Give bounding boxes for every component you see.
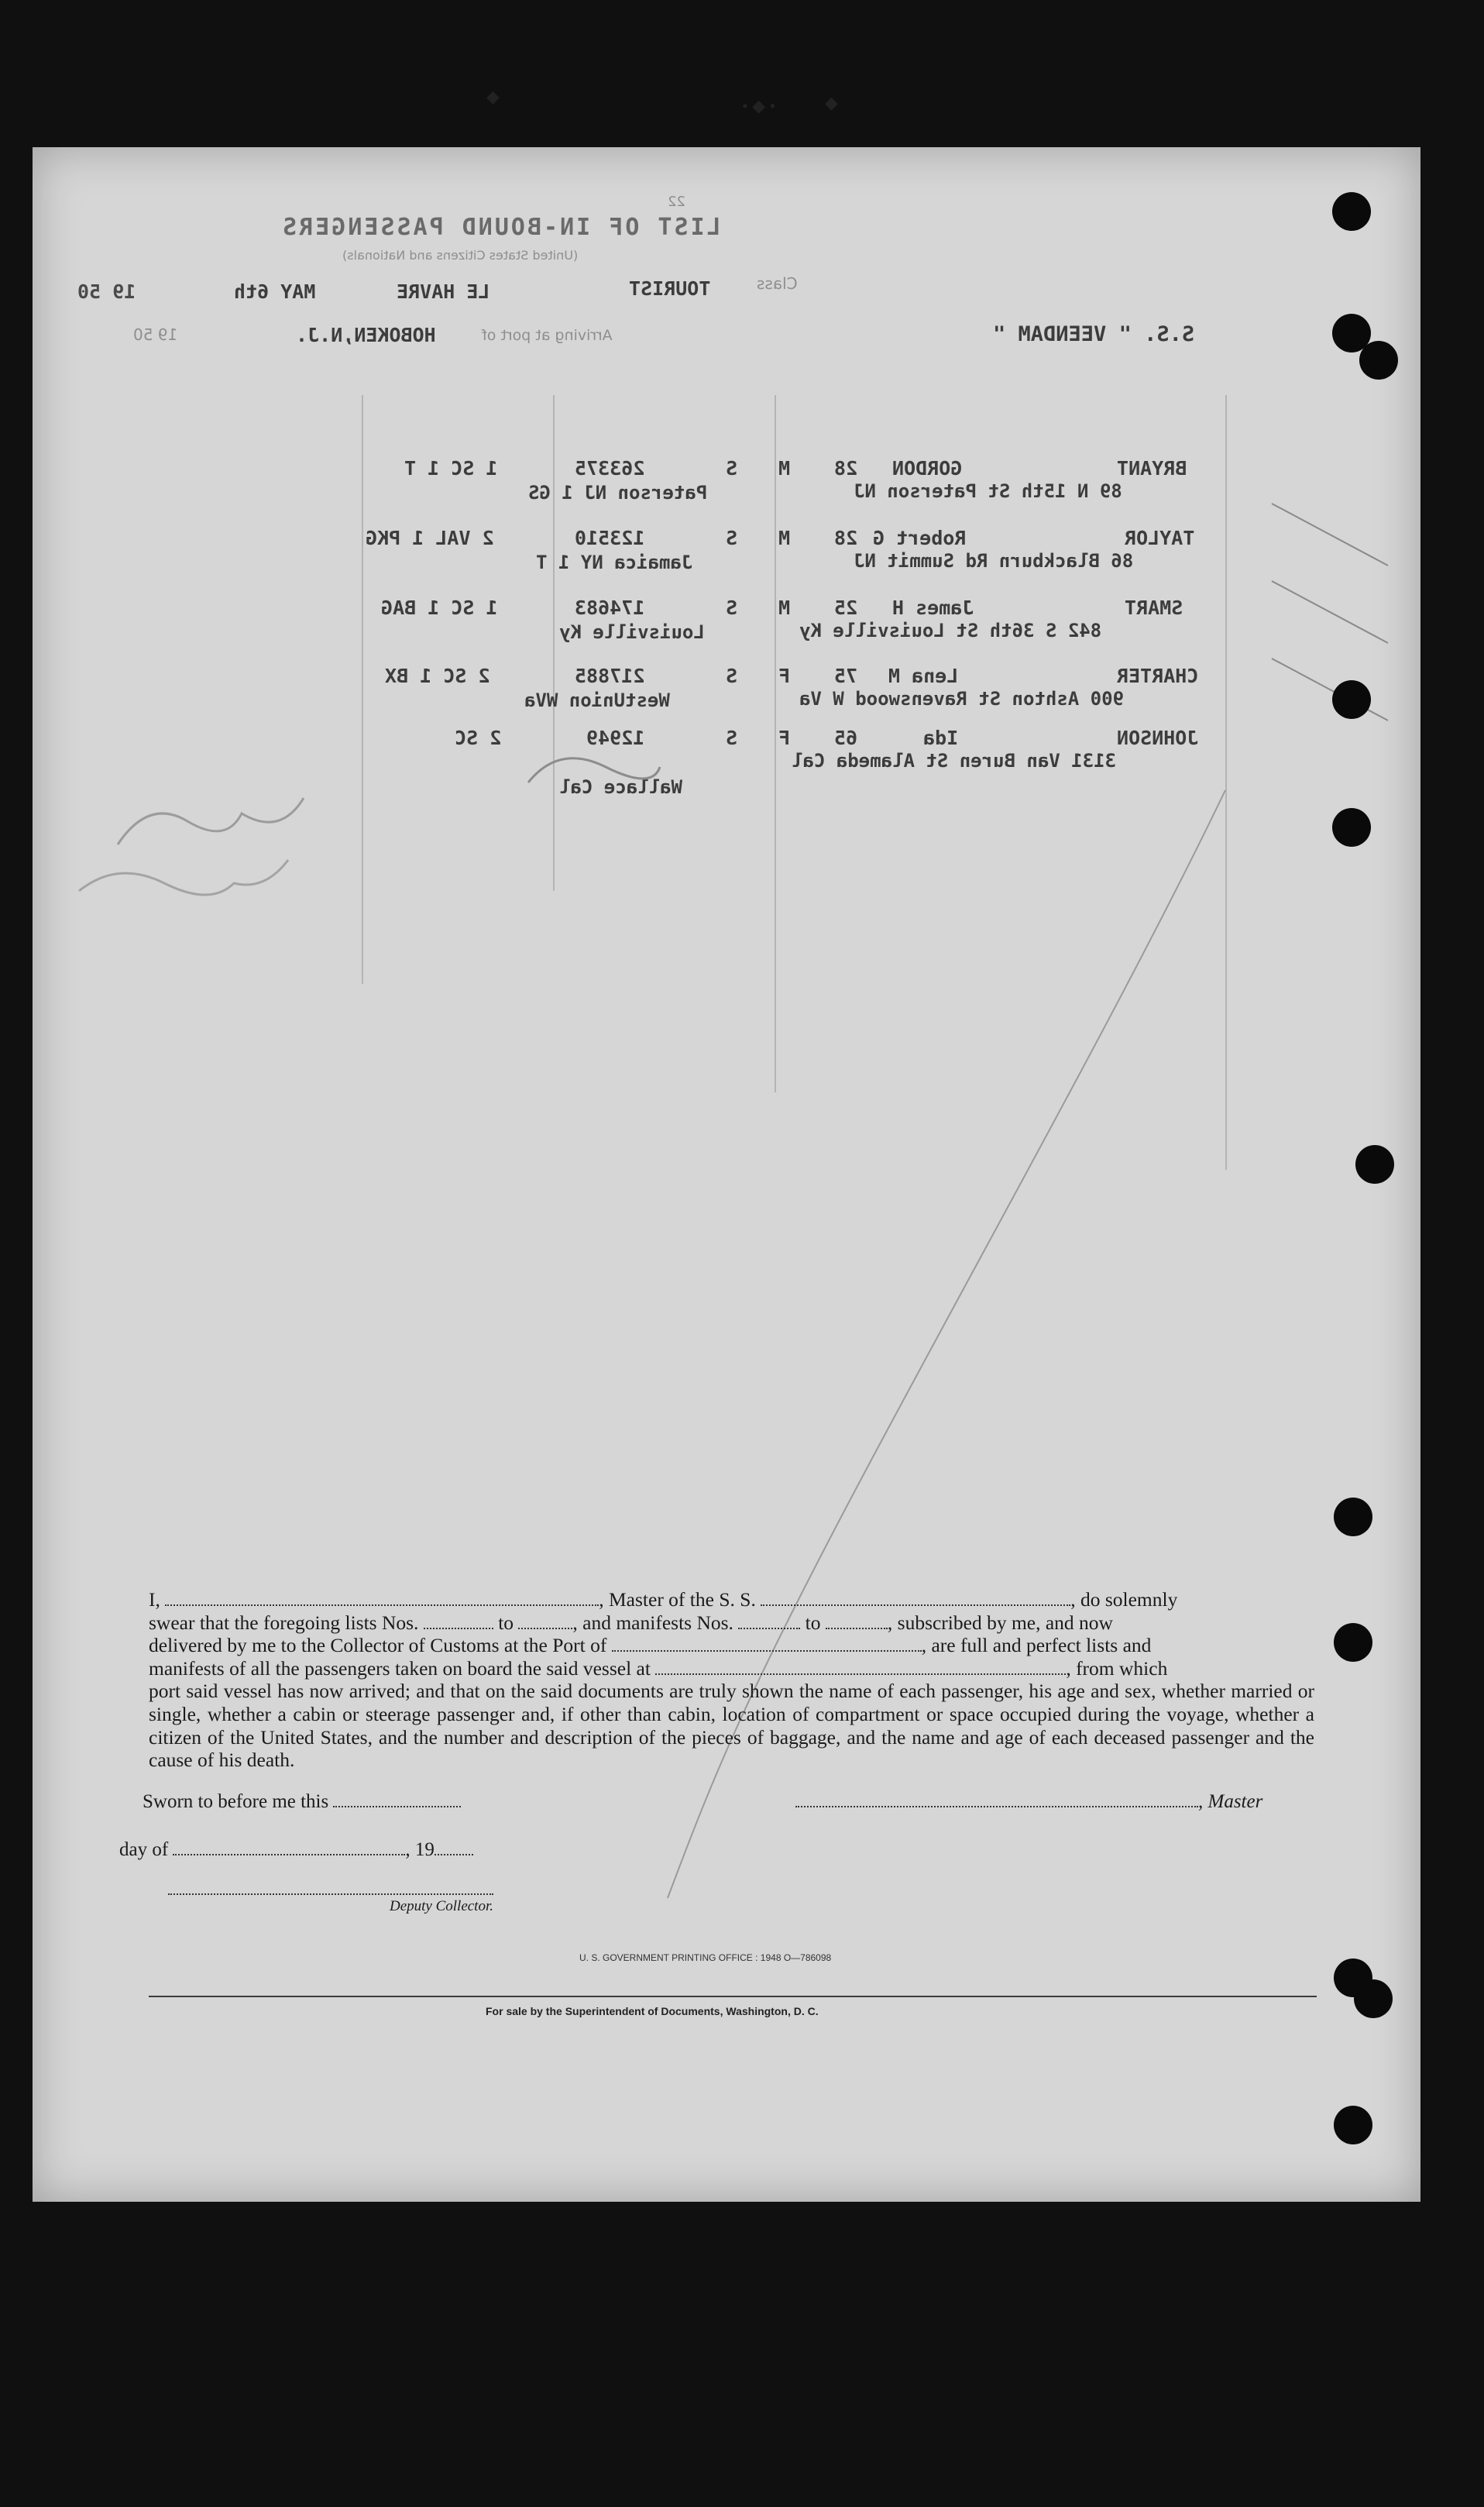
- binder-hole: [1359, 341, 1398, 380]
- passenger-address: 3131 Van Buren St Alameda Cal: [792, 750, 1117, 772]
- passenger-surname: CHARTER: [1117, 665, 1199, 687]
- passenger-note: Jamaica NY 1 T: [536, 552, 693, 573]
- master-name-blank: [165, 1591, 599, 1606]
- passenger-status: S: [726, 527, 738, 549]
- passenger-age: 25: [834, 597, 858, 619]
- passenger-surname: JOHNSON: [1117, 727, 1199, 749]
- declaration-lists-nos: swear that the foregoing lists Nos.: [149, 1611, 419, 1634]
- manifests-from-blank: [738, 1614, 800, 1629]
- passenger-baggage: 2 VAL 1 PKG: [366, 527, 494, 549]
- year-label: , 19: [405, 1839, 435, 1860]
- passenger-age: 75: [834, 665, 858, 687]
- binder-hole: [1334, 1623, 1372, 1662]
- passenger-age: 65: [834, 727, 858, 749]
- passenger-address: 900 Ashton St Ravenswood W Va: [799, 688, 1125, 710]
- declaration-taken-on-board: manifests of all the passengers taken on board the said vessel at: [149, 1656, 651, 1680]
- binder-hole: [1354, 1979, 1393, 2018]
- passenger-baggage: 1 SC 1 BAG: [381, 597, 498, 619]
- declaration-manifests-nos: , and manifests Nos.: [572, 1611, 733, 1634]
- scan-speck: ◆: [486, 87, 500, 106]
- declaration-to: to: [805, 1611, 821, 1634]
- bleed-arrival-year: 19 50: [133, 325, 178, 344]
- binder-hole: [1332, 192, 1371, 231]
- master-declaration: [149, 1588, 1314, 1772]
- passenger-passport: 217885: [575, 665, 645, 687]
- day-of-line: [119, 1839, 473, 1861]
- declaration-subscribed: , subscribed by me, and now: [887, 1611, 1113, 1634]
- passenger-surname: TAYLOR: [1125, 527, 1195, 549]
- binder-hole: [1334, 2106, 1372, 2144]
- passenger-given: Robert G: [873, 527, 967, 549]
- declaration-full-lists: , are full and perfect lists and: [921, 1634, 1152, 1657]
- master-signature-blank: [795, 1792, 1198, 1807]
- passenger-note: WestUnion WVa: [524, 690, 670, 711]
- declaration-line-4: [149, 1657, 1314, 1680]
- scan-speck: • ◆ •: [742, 96, 776, 115]
- bleed-arrival-label: Arriving at port of: [482, 327, 613, 344]
- port-blank: [612, 1636, 922, 1652]
- bleed-class: TOURIST: [629, 277, 711, 300]
- binder-hole: [1355, 1145, 1394, 1184]
- declaration-line-2: [149, 1611, 1314, 1635]
- passenger-surname: BRYANT: [1117, 457, 1187, 480]
- passenger-age: 28: [834, 457, 858, 480]
- sworn-day-blank: [333, 1792, 461, 1807]
- passenger-baggage: 2 SC: [455, 727, 502, 749]
- sworn-label: Sworn to before me this: [143, 1791, 329, 1812]
- passenger-passport: 123510: [575, 527, 645, 549]
- passenger-note: Wallace Cal: [559, 776, 682, 798]
- sale-notice: For sale by the Superintendent of Documents, Washington, D. C.: [486, 2005, 819, 2017]
- passenger-address: 89 N 15th St Paterson NJ: [854, 480, 1122, 502]
- passenger-given: James H: [892, 597, 974, 619]
- passenger-sex: F: [778, 665, 791, 687]
- master-label: , Master: [1198, 1791, 1263, 1812]
- passenger-passport: 174683: [575, 597, 645, 619]
- declaration-i: I,: [149, 1588, 160, 1611]
- passenger-passport: 12949: [586, 727, 645, 749]
- passenger-status: S: [726, 727, 738, 749]
- passenger-baggage: 2 SC 1 BX: [385, 665, 490, 687]
- lists-to-blank: [518, 1614, 572, 1629]
- bleed-sail-date: MAY 6th: [234, 280, 316, 303]
- month-blank: [173, 1840, 405, 1855]
- manifests-to-blank: [826, 1614, 888, 1629]
- passenger-address: 842 S 36th St Louisville Ky: [799, 620, 1102, 641]
- embark-port-blank: [655, 1659, 1066, 1675]
- bleed-list-subtitle: (United States Citizens and Nationals): [342, 248, 579, 263]
- binder-hole: [1332, 680, 1371, 719]
- declaration-solemnly: , do solemnly: [1070, 1588, 1178, 1611]
- declaration-master-of: , Master of the S. S.: [599, 1588, 756, 1611]
- passenger-sex: M: [778, 527, 791, 549]
- passenger-given: GORDON: [892, 457, 963, 480]
- binder-hole: [1332, 808, 1371, 847]
- passenger-status: S: [726, 665, 738, 687]
- day-of-label: day of: [119, 1839, 169, 1860]
- passenger-sex: F: [778, 727, 791, 749]
- declaration-collector: delivered by me to the Collector of Customs at the Port of: [149, 1634, 607, 1657]
- bleed-ship-name: S.S. " VEENDAM ": [993, 322, 1195, 346]
- passenger-note: Paterson NJ 1 GS: [528, 482, 708, 504]
- passenger-passport: 263375: [575, 457, 645, 480]
- deputy-signature-blank: [168, 1879, 493, 1895]
- sworn-line: [143, 1791, 461, 1813]
- passenger-given: Ida: [923, 727, 959, 749]
- passenger-address: 86 Blackburn Rd Summit NJ: [854, 550, 1134, 572]
- scan-speck: ◆: [825, 93, 838, 112]
- binder-hole: [1334, 1498, 1372, 1536]
- bleed-class-label: Class: [757, 274, 798, 293]
- passenger-note: Louisville Ky: [559, 621, 705, 643]
- passenger-sex: M: [778, 597, 791, 619]
- manifest-sheet: [33, 147, 1420, 2202]
- passenger-status: S: [726, 457, 738, 480]
- passenger-baggage: 1 SC 1 T: [404, 457, 498, 480]
- passenger-given: Lena M: [888, 665, 959, 687]
- bleed-arrival-port: HOBOKEN,N.J.: [296, 324, 436, 346]
- bleed-list-no: 22: [668, 194, 685, 210]
- deputy-collector-label: Deputy Collector.: [389, 1898, 493, 1914]
- year-blank: [435, 1840, 473, 1855]
- declaration-body: port said vessel has now arrived; and that on the said documents are truly shown the name of each passenger, his age and sex, whether married or single, whether a cabin or steerage passenger and, if other than cabin, location of compartment or space occupied during the voyage, whether a citizen of the United States, and the number and description of the pieces of baggage, and the name and age of each deceased passenger and the cause of his death.: [149, 1680, 1314, 1772]
- declaration-to: to: [498, 1611, 514, 1634]
- passenger-status: S: [726, 597, 738, 619]
- bleed-list-title: LIST OF IN-BOUND PASSENGERS: [280, 214, 721, 241]
- passenger-surname: SMART: [1125, 597, 1183, 619]
- bleed-from-port: LE HAVRE: [397, 280, 490, 303]
- gpo-imprint: U. S. GOVERNMENT PRINTING OFFICE : 1948 O—786098: [579, 1952, 832, 1963]
- master-signature-line: [795, 1791, 1262, 1813]
- footer-rule: [149, 1996, 1317, 1997]
- deputy-collector-line: [168, 1879, 493, 1915]
- lists-from-blank: [424, 1614, 493, 1629]
- declaration-line-1: [149, 1588, 1314, 1611]
- passenger-sex: M: [778, 457, 791, 480]
- ship-name-blank: [761, 1591, 1070, 1606]
- bleed-year: 19 50: [77, 280, 136, 303]
- passenger-age: 28: [834, 527, 858, 549]
- declaration-line-3: [149, 1634, 1314, 1657]
- declaration-from-which: , from which: [1066, 1656, 1168, 1680]
